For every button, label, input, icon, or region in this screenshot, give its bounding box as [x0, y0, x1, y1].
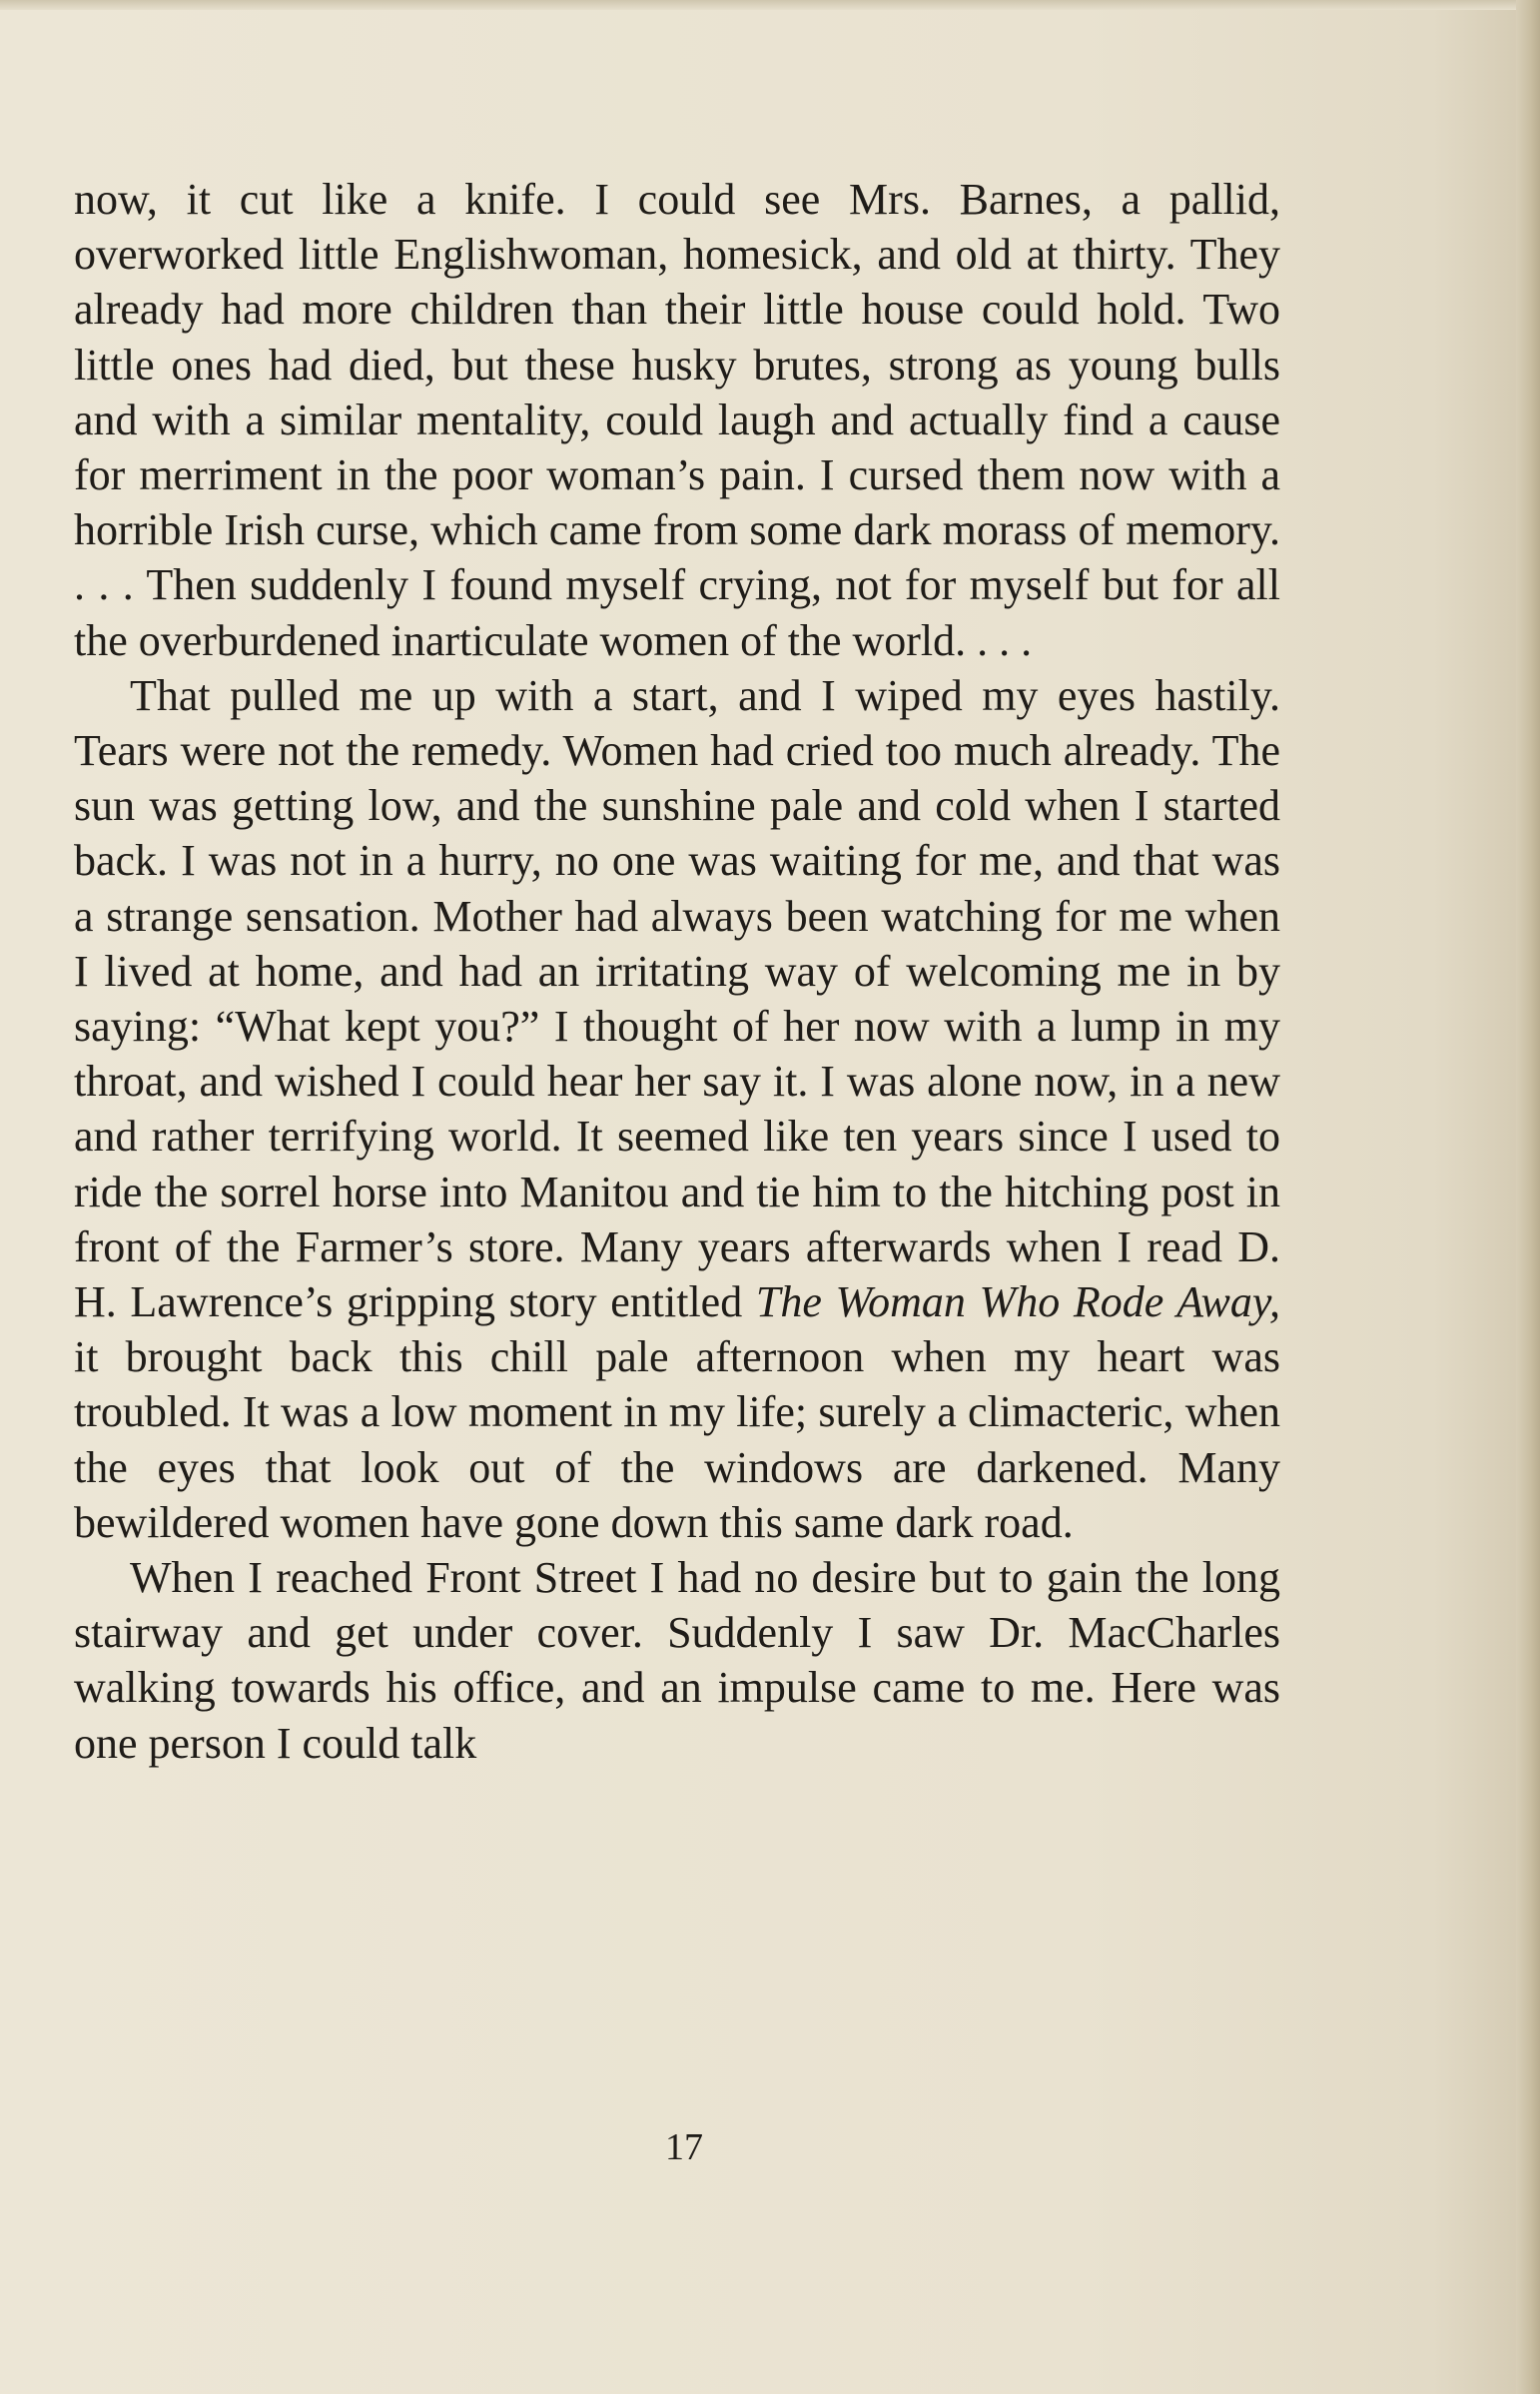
- page-number: 17: [665, 2126, 703, 2168]
- paragraph-3: [74, 1550, 1280, 1771]
- page-right-edge: [1516, 0, 1540, 2394]
- paragraph-1-text: now, it cut like a knife. I could see Mrs. Barnes, a pallid, overworked little Englishwoman, homesick, and old at thirty. They already had more children than their little house could hold. Two little ones had died, but these husky brutes, strong as young bulls and with a similar mentality, could laugh and actually find a cause for merriment in the poor woman’s pain. I cursed them now with a horrible Irish curse, which came from some dark morass of memory. . . . Then suddenly I found myself crying, not for myself but for all the overburdened inarticulate women of the world. . . .: [74, 175, 1280, 665]
- paragraph-2: [74, 668, 1280, 1550]
- page-top-edge: [0, 0, 1540, 10]
- paragraph-2-text-start: That pulled me up with a start, and I wiped my eyes hastily. Tears were not the remedy. Women had cried too much already. The sun was getting low, and the sunshine pale and cold when I started back. I was not in a hurry, no one was waiting for me, and that was a strange sensation. Mother had always been watching for me when I lived at home, and had an irritating way of welcoming me in by saying: “What kept you?” I thought of her now with a lump in my throat, and wished I could hear her say it. I was alone now, in a new and rather terrifying world. It seemed like ten years since I used to ride the sorrel horse into Manitou and tie him to the hitching post in front of the Farmer’s store. Many years afterwards when I read D. H. Lawrence’s gripping story entitled: [74, 670, 1280, 1327]
- book-title-italic: The Woman Who Rode Away,: [755, 1277, 1281, 1327]
- paragraph-2-text-end: it brought back this chill pale afternoon when my heart was troubled. It was a low moment in my life; surely a climacteric, when the eyes that look out of the windows are darkened. Many bewildered women have gone down this same dark road.: [74, 1332, 1280, 1547]
- body-text: [74, 172, 1280, 1771]
- paragraph-3-text: When I reached Front Street I had no desire but to gain the long stairway and get under cover. Suddenly I saw Dr. MacCharles walking towards his office, and an impulse came to me. Here was one person I could talk: [74, 1553, 1280, 1768]
- paragraph-1: [74, 172, 1280, 668]
